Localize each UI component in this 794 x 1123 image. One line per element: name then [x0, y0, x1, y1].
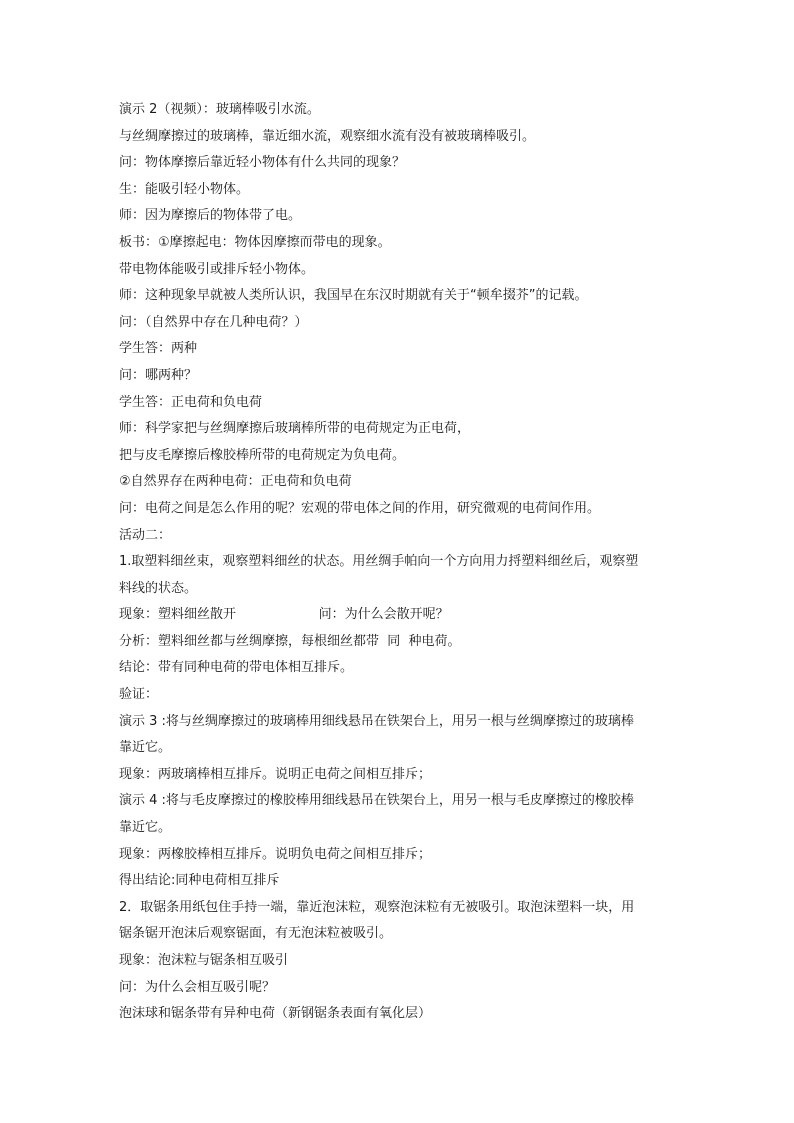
text-line: 问：哪两种？ [119, 367, 198, 383]
text-line: 分析：塑料细丝都与丝绸摩擦，每根细丝都带 同 种电荷。 [119, 633, 461, 649]
text-line: 带电物体能吸引或排斥轻小物体。 [119, 261, 315, 277]
text-line: 现象：泡沫粒与锯条相互吸引 [119, 953, 289, 968]
text-line: 锯条锯开泡沫后观察锯面，有无泡沫粒被吸引。 [119, 926, 393, 942]
text-line: 得出结论:同种电荷相互排斥 [119, 873, 280, 889]
text-line: 问：物体摩擦后靠近轻小物体有什么共同的现象？ [119, 155, 406, 171]
text-line: 靠近它。 [119, 820, 172, 836]
text-line: 问：（自然界中存在几种电荷？） [119, 314, 308, 330]
text-line: 演示 2（视频）：玻璃棒吸引水流。 [119, 102, 320, 117]
text-line: 生：能吸引轻小物体。 [119, 181, 250, 197]
text-line: 演示 4 :将与毛皮摩擦过的橡胶棒用细线悬吊在铁架台上，用另一根与毛皮摩擦过的橡胶棒 [119, 793, 634, 809]
text-line: 靠近它。 [119, 740, 172, 756]
text-line: 现象：两橡胶棒相互排斥。说明负电荷之间相互排斥； [119, 846, 432, 862]
text-line: 问：电荷之间是怎么作用的呢？宏观的带电体之间的作用，研究微观的电荷间作用。 [119, 500, 601, 516]
text-line: 现象：塑料细丝散开 问：为什么会散开呢？ [119, 607, 449, 623]
text-line: 活动二： [119, 527, 172, 543]
text-line: 泡沫球和锯条带有异种电荷（新钢锯条表面有氧化层） [119, 1006, 432, 1022]
text-line: 料线的状态。 [119, 580, 198, 596]
text-line: ②自然界存在两种电荷：正电荷和负电荷 [119, 474, 352, 490]
text-line: 问：为什么会相互吸引呢？ [119, 979, 276, 995]
text-line: 板书：①摩擦起电：物体因摩擦而带电的现象。 [119, 234, 391, 250]
text-line: 2．取锯条用纸包住手持一端，靠近泡沫粒，观察泡沫粒有无被吸引。取泡沫塑料一块，用 [119, 899, 635, 915]
text-line: 把与皮毛摩擦后橡胶棒所带的电荷规定为负电荷。 [119, 447, 406, 463]
document-body [119, 97, 694, 1028]
text-line: 验证： [119, 687, 159, 703]
text-line: 1.取塑料细丝束，观察塑料细丝的状态。用丝绸手帕向一个方向用力捋塑料细丝后，观察塑 [119, 554, 639, 570]
text-line: 师：因为摩擦后的物体带了电。 [119, 208, 302, 224]
text-line: 现象：两玻璃棒相互排斥。说明正电荷之间相互排斥； [119, 766, 432, 782]
text-line: 与丝绸摩擦过的玻璃棒，靠近细水流，观察细水流有没有被玻璃棒吸引。 [119, 128, 536, 144]
text-line: 师：这种现象早就被人类所认识，我国早在东汉时期就有关于“顿牟掇芥”的记载。 [119, 288, 588, 304]
text-line: 学生答：两种 [119, 341, 198, 357]
text-line: 师：科学家把与丝绸摩擦后玻璃棒所带的电荷规定为正电荷， [119, 421, 471, 437]
text-line: 演示 3 :将与丝绸摩擦过的玻璃棒用细线悬吊在铁架台上，用另一根与丝绸摩擦过的玻璃棒 [119, 713, 634, 729]
text-line: 学生答：正电荷和负电荷 [119, 394, 263, 410]
text-line: 结论：带有同种电荷的带电体相互排斥。 [119, 660, 354, 676]
